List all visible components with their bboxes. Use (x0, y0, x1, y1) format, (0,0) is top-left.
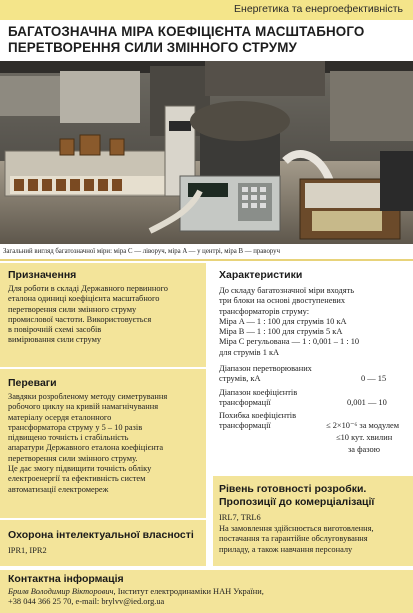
spec-value: 0,001 — 10 (347, 398, 387, 407)
spec-value: 0 — 15 (361, 374, 387, 383)
contact-line-1 (8, 587, 264, 597)
readiness-text (219, 524, 413, 555)
ip-panel (0, 520, 206, 566)
spec-label (219, 388, 297, 409)
purpose-line: промислової частоти. Використовується (8, 314, 152, 324)
readiness-line: На замовлення здійснюється виготовлення, (219, 524, 374, 533)
advantages-panel (0, 369, 206, 518)
spec-label-line: струмів, кА (219, 374, 261, 384)
readiness-heading-1: Рівень готовності розробки. (219, 483, 367, 495)
advantages-line: перетворення сили змінного струму. (8, 453, 138, 463)
characteristics-line: До складу багатозначної міри входять (219, 286, 355, 295)
advantages-line: робочого циклу на кривій намагнічування (8, 402, 159, 412)
readiness-line: постачання та гарантійне обслуговування (219, 534, 368, 544)
spec-label-line: трансформації (219, 421, 271, 431)
advantages-line: Це дає змогу підвищити точність обліку (8, 464, 152, 474)
advantages-line: підвищено точність і стабільність (8, 433, 129, 443)
spec-label-line: Діапазон коефіцієнтів (219, 388, 298, 397)
ip-heading: Охорона інтелектуальної власності (8, 529, 194, 541)
spec-label (219, 364, 312, 385)
purpose-line: перетворення сили змінного струму (8, 304, 137, 314)
advantages-line: трансформатора струму у 5 – 10 разів (8, 422, 143, 432)
characteristics-line: Міра B — 1 : 100 для струмів 5 кА (219, 327, 343, 337)
characteristics-text (219, 286, 413, 358)
purpose-line: еталона одиниці коефіцієнта масштабного (8, 294, 160, 304)
advantages-heading: Переваги (8, 377, 57, 389)
contact-panel (0, 570, 413, 613)
readiness-heading-2: Пропозиції до комерціалізації (219, 496, 375, 508)
photo-caption: Загальний вигляд багатозначної міри: міра C — ліворуч, міра A — у центрі, міра B — праворуч (3, 248, 280, 255)
characteristics-line: три блоки на основі двоступеневих (219, 296, 346, 306)
characteristics-line: для струмів 1 кА (219, 347, 280, 357)
trl-text: IRL7, TRL6 (219, 513, 261, 522)
spec-label (219, 411, 296, 432)
purpose-line: вимірювання сили струму (8, 335, 102, 345)
spec-label-line: Похибка коефіцієнтів (219, 411, 297, 420)
spec-value: ≤ 2×10⁻⁶ за модулем (326, 421, 400, 430)
advantages-text (8, 392, 167, 495)
spec-label-line: Діапазон перетворюваних (219, 364, 312, 373)
advantages-line: Завдяки розробленому методу симетрування (8, 392, 168, 401)
purpose-line: Для роботи в складі Державного первинного (8, 284, 168, 293)
title-line-1: БАГАТОЗНАЧНА МІРА КОЕФІЦІЄНТА МАСШТАБНОГО (8, 24, 365, 39)
characteristics-section (213, 263, 413, 473)
advantages-line: матеріалу осердя еталонного (8, 412, 112, 422)
spec-value: ≤10 кут. хвилин (336, 433, 393, 442)
contact-heading: Контактна інформація (8, 573, 124, 585)
ip-text: IPR1, IPR2 (8, 546, 47, 555)
characteristics-heading: Характеристики (219, 269, 303, 281)
spec-value: за фазою (348, 445, 380, 454)
advantages-line: електроенергії та ефективність систем (8, 474, 146, 484)
purpose-heading: Призначення (8, 269, 77, 281)
purpose-line: в повірочній схемі засобів (8, 325, 102, 335)
characteristics-line: Міра A — 1 : 100 для струмів 10 кА (219, 316, 347, 326)
advantages-line: автоматизації електромереж (8, 484, 109, 494)
spec-label-line: трансформації (219, 398, 271, 408)
purpose-text (8, 284, 168, 346)
lab-equipment-illustration (0, 61, 413, 244)
advantages-line: апаратури Державного еталона коефіцієнта (8, 443, 164, 453)
characteristics-line: Міра C регульована — 1 : 0,001 – 1 : 10 (219, 337, 360, 347)
page-title (8, 24, 408, 56)
contact-line-2: +38 044 366 25 70, e-mail: brylvv@ied.org.ua (8, 597, 165, 606)
purpose-panel (0, 263, 206, 367)
readiness-panel (213, 476, 413, 566)
category-label: Енергетика та енергоефективність (234, 3, 403, 15)
readiness-line: приладу, а також навчання персоналу (219, 544, 353, 554)
equipment-photo (0, 61, 413, 244)
contact-org: , Інститут електродинаміки НАН України, (113, 587, 264, 596)
contact-person: Брилв Володимир Вікторович (8, 587, 114, 596)
category-bar (0, 0, 413, 20)
characteristics-line: трансформаторів струму: (219, 306, 310, 316)
title-line-2: ПЕРЕТВОРЕННЯ СИЛИ ЗМІННОГО СТРУМУ (8, 40, 297, 55)
divider (0, 259, 413, 261)
